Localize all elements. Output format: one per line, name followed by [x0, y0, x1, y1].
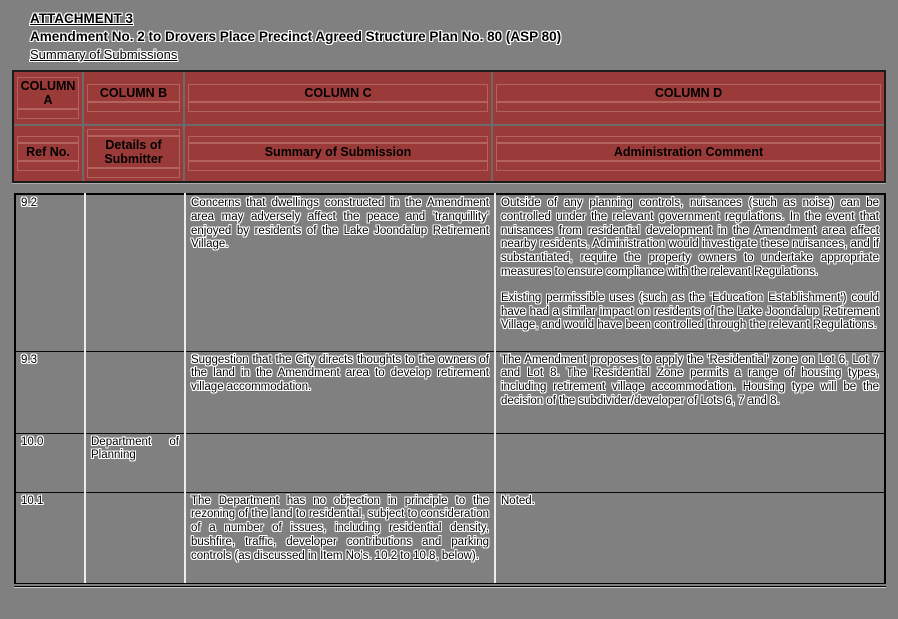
- comment-cell: [495, 351, 885, 433]
- header-spacer: [17, 109, 79, 119]
- header-cell-column-d: [493, 72, 884, 124]
- ref-no-cell: 9.2: [21, 197, 37, 209]
- attachment-heading: ATTACHMENT 3: [30, 11, 133, 26]
- header-cell-ref-no: [14, 126, 82, 181]
- comment-paragraph: Outside of any planning controls, nuisances (such as noise) can be controlled under the relevant government regulations. In the event that nuisances from residential development in the Amendment area affect nearby residents, Administration would investigate these nuisances, and if substantiated, require the property owners to undertake appropriate measures to ensure compliance with the relevant Regulations.: [501, 197, 879, 278]
- ref-no-cell: 10.1: [15, 492, 85, 585]
- comment-paragraph: The Amendment proposes to apply the 'Residential' zone on Lot 6, Lot 7 and Lot 8. The Residential Zone permits a range of housing types, including retirement village accommodation. Housing type will be the decision of the subdivider/developer of Lots 6, 7 and 8.: [501, 353, 879, 407]
- header-cell-details-of-submitter: [84, 126, 183, 181]
- comment-paragraph: Noted.: [501, 494, 535, 507]
- header-cell-column-a: [14, 72, 82, 124]
- summary-cell: [185, 433, 495, 492]
- comment-cell: [495, 194, 885, 351]
- table-row-9-2: [15, 194, 885, 351]
- amendment-heading: Amendment No. 2 to Drovers Place Precinct Agreed Structure Plan No. 80 (ASP 80): [30, 29, 562, 44]
- submitter-cell: [85, 351, 185, 433]
- submitter-cell: [85, 492, 185, 585]
- comment-paragraph: Existing permissible uses (such as the 'Education Establishment') could have had a similar impact on residents of the Lake Joondalup Retirement Village, and would have been controlled through the relevant Regulations.: [501, 291, 879, 332]
- header-label: COLUMN B: [87, 84, 180, 102]
- header-cell-administration-comment: [493, 126, 884, 181]
- ref-no-cell: 9.3: [15, 351, 85, 433]
- header-label: Ref No.: [17, 143, 79, 161]
- header-label: Summary of Submission: [188, 143, 488, 161]
- comment-cell: [495, 492, 885, 585]
- header-label: COLUMN D: [496, 84, 881, 102]
- header-label: Administration Comment: [496, 143, 881, 161]
- header-spacer: [496, 102, 881, 112]
- header-spacer: [17, 161, 79, 171]
- header-label: COLUMN A: [17, 77, 79, 110]
- header-cell-column-c: [185, 72, 491, 124]
- submissions-table: [14, 193, 886, 587]
- summary-cell: Concerns that dwellings constructed in the Amendment area may adversely affect the peace and 'tranquillity' enjoyed by residents of the Lake Joondalup Retirement Village.: [185, 194, 495, 351]
- comment-cell: [495, 433, 885, 492]
- header-spacer: [188, 161, 488, 171]
- header-spacer: [87, 168, 180, 178]
- header-cell-summary-of-submission: [185, 126, 491, 181]
- header-spacer: [87, 102, 180, 112]
- header-spacer: [87, 129, 180, 136]
- header-spacer: [188, 102, 488, 112]
- table-row-10-1: [15, 492, 885, 585]
- table-row-10-0: [15, 433, 885, 492]
- summary-cell: Suggestion that the City directs thoughts to the owners of the land in the Amendment area to develop retirement village accommodation.: [185, 351, 495, 433]
- summary-cell: The Department has no objection in principle to the rezoning of the land to residential, subject to consideration of a number of issues, including residential density, bushfire, traffic, developer contributions and parking controls (as discussed in Item No's. 10.2 to 10.8, below).: [185, 492, 495, 585]
- header-spacer: [17, 136, 79, 143]
- title-block: [30, 10, 561, 64]
- header-spacer: [496, 161, 881, 171]
- summary-heading: Summary of Submissions: [30, 47, 178, 62]
- header-spacer: [496, 136, 881, 143]
- table-row-9-3: [15, 351, 885, 433]
- header-label: COLUMN C: [188, 84, 488, 102]
- table-header: [12, 70, 886, 183]
- ref-no-cell: 10.0: [15, 433, 85, 492]
- header-label: Details of Submitter: [87, 136, 180, 169]
- submitter-cell: Department of Planning: [85, 433, 185, 492]
- header-spacer: [188, 136, 488, 143]
- header-cell-column-b: [84, 72, 183, 124]
- submitter-cell: [85, 194, 185, 351]
